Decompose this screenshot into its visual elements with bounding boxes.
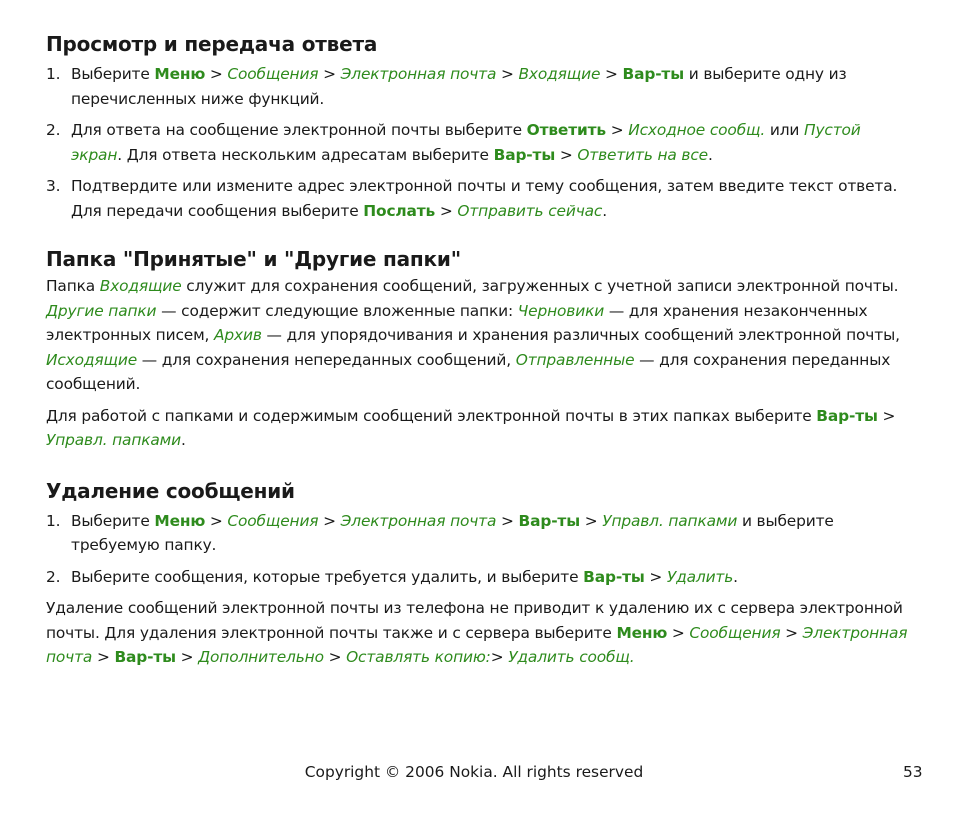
text: — для упорядочивания и хранения различных сообщений электронной почты, <box>261 326 900 344</box>
text: Выберите <box>71 511 155 530</box>
outbox-link[interactable]: Исходящие <box>46 350 138 369</box>
page-number: 53 <box>903 763 923 781</box>
delete-message-link[interactable]: Удалить сообщ. <box>508 648 635 666</box>
text: и выберите требуемую папку. <box>71 511 834 554</box>
list-item <box>46 509 912 558</box>
text: Для работой с папками и содержимым сообщений электронной почты в этих папках выберите <box>46 406 817 425</box>
step-number: 2. <box>46 121 61 139</box>
advanced-link[interactable]: Дополнительно <box>198 648 324 666</box>
separator: > <box>175 648 199 666</box>
separator: > <box>205 65 228 83</box>
other-folders-link[interactable]: Другие папки <box>46 301 157 320</box>
paragraph-delete-server <box>46 596 912 670</box>
page-content <box>46 30 912 670</box>
text: . <box>602 201 607 220</box>
separator: > <box>644 567 667 586</box>
text: . <box>707 145 713 164</box>
text: или <box>765 121 805 139</box>
separator: > <box>490 648 509 666</box>
text: служит для сохранения сообщений, загруженных с учетной записи электронной почты. <box>181 277 899 295</box>
manage-folders-link[interactable]: Управл. папками <box>602 511 738 530</box>
separator: > <box>877 406 896 425</box>
reply-link[interactable]: Ответить <box>526 121 606 139</box>
email-link[interactable]: Электронная почта <box>340 65 497 83</box>
separator: > <box>605 121 629 139</box>
section-title-delete: Удаление сообщений <box>46 478 295 503</box>
text: — для сохранения непереданных сообщений, <box>137 350 516 369</box>
text: Папка <box>46 277 100 295</box>
options-link[interactable]: Вар-ты <box>518 511 580 530</box>
separator: > <box>318 511 341 530</box>
options-link[interactable]: Вар-ты <box>583 567 645 586</box>
separator: > <box>318 65 341 83</box>
separator: > <box>600 65 623 83</box>
step-number: 1. <box>46 511 61 530</box>
keep-copy-link[interactable]: Оставлять копию: <box>346 648 491 666</box>
empty-screen-link[interactable]: Пустой экран <box>71 121 861 164</box>
menu-link[interactable]: Меню <box>154 65 206 83</box>
list-item <box>46 118 912 167</box>
separator: > <box>205 511 228 530</box>
text: . <box>180 431 186 449</box>
archive-link[interactable]: Архив <box>214 326 262 344</box>
email-link[interactable]: Электронная почта <box>340 511 497 530</box>
section-title-view-reply: Просмотр и передача ответа <box>46 32 378 56</box>
reply-all-link[interactable]: Ответить на все <box>577 145 708 164</box>
text: — содержит следующие вложенные папки: <box>156 301 518 320</box>
options-link[interactable]: Вар-ты <box>114 648 176 666</box>
list-item <box>46 174 912 223</box>
paragraph-folder-options <box>46 404 912 453</box>
original-message-link[interactable]: Исходное сообщ. <box>628 121 766 139</box>
steps-delete <box>46 509 912 590</box>
text: и выберите одну из перечисленных ниже функций. <box>71 65 847 108</box>
inbox-link[interactable]: Входящие <box>99 277 182 295</box>
step-number: 1. <box>46 65 61 83</box>
options-link[interactable]: Вар-ты <box>622 65 684 83</box>
separator: > <box>92 648 115 666</box>
sent-link[interactable]: Отправленные <box>515 350 635 369</box>
send-now-link[interactable]: Отправить сейчас <box>457 201 603 220</box>
text: Удаление сообщений электронной почты из телефона не приводит к удалению их с сервера электронной почты. Для удаления электронной почты также и с сервера выберите <box>46 599 903 642</box>
text: — для сохранения переданных сообщений. <box>46 350 891 393</box>
text: Для ответа на сообщение электронной почты выберите <box>71 121 527 139</box>
email-link[interactable]: Электронная почта <box>46 623 908 666</box>
send-link[interactable]: Послать <box>363 201 436 220</box>
step-number: 2. <box>46 567 61 586</box>
messages-link[interactable]: Сообщения <box>227 511 319 530</box>
drafts-link[interactable]: Черновики <box>517 301 605 320</box>
separator: > <box>496 65 519 83</box>
copyright-text: Copyright © 2006 Nokia. All rights reserved <box>304 763 644 781</box>
text: Выберите сообщения, которые требуется удалить, и выберите <box>71 567 584 586</box>
text: Подтвердите или измените адрес электронной почты и тему сообщения, затем введите текст ответа. Для передачи сообщения выберите <box>71 177 898 220</box>
step-number: 3. <box>46 177 61 195</box>
paragraph-folders <box>46 274 912 397</box>
separator: > <box>323 648 347 666</box>
messages-link[interactable]: Сообщения <box>689 623 781 642</box>
options-link[interactable]: Вар-ты <box>493 145 556 164</box>
text: . <box>733 567 738 586</box>
inbox-link[interactable]: Входящие <box>518 65 601 83</box>
delete-link[interactable]: Удалить <box>666 567 734 586</box>
menu-link[interactable]: Меню <box>616 623 668 642</box>
text: . Для ответа нескольким адресатам выберите <box>117 145 494 164</box>
list-item <box>46 565 912 590</box>
menu-link[interactable]: Меню <box>154 511 206 530</box>
messages-link[interactable]: Сообщения <box>227 65 319 83</box>
separator: > <box>555 145 578 164</box>
separator: > <box>780 623 803 642</box>
manage-folders-link[interactable]: Управл. папками <box>46 431 181 449</box>
options-link[interactable]: Вар-ты <box>816 406 878 425</box>
list-item <box>46 62 912 111</box>
text: Выберите <box>71 65 155 83</box>
text: — для хранения незаконченных электронных писем, <box>46 301 868 344</box>
section-title-folders: Папка "Принятые" и "Другие папки" <box>46 247 461 271</box>
separator: > <box>579 511 603 530</box>
separator: > <box>435 201 458 220</box>
separator: > <box>496 511 519 530</box>
separator: > <box>667 623 690 642</box>
steps-view-reply <box>46 62 912 223</box>
